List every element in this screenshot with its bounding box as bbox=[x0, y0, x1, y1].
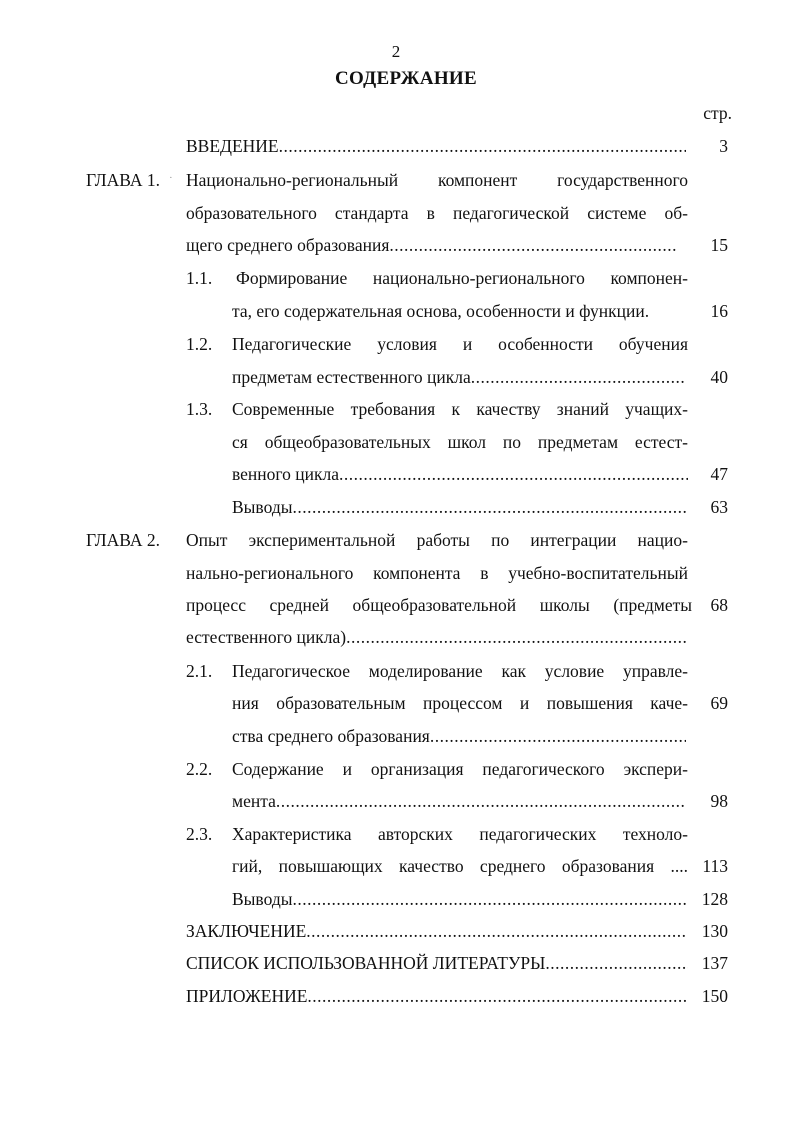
dot-leader bbox=[279, 135, 686, 157]
dot-leader bbox=[306, 920, 686, 942]
chapter-title-line: образовательного стандарта в педагогической системе об- bbox=[186, 203, 688, 223]
section-number: 1.3. bbox=[186, 399, 213, 419]
dot-leader bbox=[339, 463, 688, 485]
section-number: 2.3. bbox=[186, 824, 213, 844]
toc-entry-label: Выводы bbox=[232, 889, 293, 909]
section-title-line bbox=[232, 366, 686, 388]
section-title-line: Формирование национально-регионального компонен- bbox=[236, 268, 688, 288]
toc-entry-page: 130 bbox=[701, 921, 728, 941]
dot-leader bbox=[545, 952, 688, 974]
chapter-title-line bbox=[186, 626, 688, 648]
toc-entry-page: 98 bbox=[710, 791, 728, 811]
toc-entry-conclusion bbox=[186, 920, 686, 942]
dot-leader bbox=[292, 888, 688, 910]
dot-leader bbox=[292, 496, 688, 518]
toc-entry-page: 3 bbox=[719, 136, 728, 156]
chapter-title-line: нально-регионального компонента в учебно-воспитательный bbox=[186, 563, 688, 583]
section-title-text: венного цикла bbox=[232, 464, 340, 484]
toc-entry-page: 113 bbox=[702, 856, 728, 876]
toc-entry-appendix bbox=[186, 985, 686, 1007]
scan-speck: · bbox=[169, 172, 173, 184]
toc-entry-conclusions bbox=[232, 496, 688, 518]
toc-entry-intro bbox=[186, 135, 686, 157]
toc-entry-page: 47 bbox=[710, 464, 728, 484]
toc-entry-label: СПИСОК ИСПОЛЬЗОВАННОЙ ЛИТЕРАТУРЫ bbox=[186, 953, 546, 973]
chapter-title-line: Национально-региональный компонент государственного bbox=[186, 170, 688, 190]
dot-leader bbox=[471, 366, 686, 388]
toc-entry-label: ВВЕДЕНИЕ bbox=[186, 136, 279, 156]
page-title: СОДЕРЖАНИЕ bbox=[335, 68, 477, 89]
toc-entry-page: 16 bbox=[710, 301, 728, 321]
dot-leader bbox=[307, 985, 686, 1007]
section-title-line: Педагогические условия и особенности обучения bbox=[232, 334, 688, 354]
toc-entry-page: 15 bbox=[710, 235, 728, 255]
chapter-label: ГЛАВА 2. bbox=[86, 530, 161, 550]
toc-entry-page: 150 bbox=[701, 986, 728, 1006]
section-title-line: Современные требования к качеству знаний учащих- bbox=[232, 399, 688, 419]
section-title-text: предметам естественного цикла bbox=[232, 367, 471, 387]
toc-entry-page: 69 bbox=[710, 693, 728, 713]
section-title-line: Содержание и организация педагогического экспери- bbox=[232, 759, 688, 779]
section-title-line bbox=[232, 463, 688, 485]
toc-entry-label: ЗАКЛЮЧЕНИЕ bbox=[186, 921, 307, 941]
section-title-line: та, его содержательная основа, особенности и функции. bbox=[232, 301, 650, 321]
section-title-line bbox=[232, 725, 686, 747]
toc-entry-conclusions bbox=[232, 888, 688, 910]
section-number: 2.2. bbox=[186, 759, 213, 779]
chapter-title-line bbox=[186, 234, 678, 256]
page-column-header: стр. bbox=[703, 103, 732, 123]
toc-entry-page: 68 bbox=[710, 595, 728, 615]
section-title-line: Характеристика авторских педагогических техноло- bbox=[232, 824, 688, 844]
chapter-title-text: естественного цикла) bbox=[186, 627, 347, 647]
section-title-line bbox=[232, 790, 686, 812]
dot-leader bbox=[430, 725, 686, 747]
section-number: 2.1. bbox=[186, 661, 213, 681]
dot-leader bbox=[276, 790, 686, 812]
toc-entry-page: 40 bbox=[710, 367, 728, 387]
toc-entry-label: Выводы bbox=[232, 497, 293, 517]
chapter-title-line: Опыт экспериментальной работы по интеграции нацио- bbox=[186, 530, 688, 550]
section-title-line: гий, повышающих качество среднего образования .... bbox=[232, 856, 688, 876]
section-number: 1.1. bbox=[186, 268, 213, 288]
chapter-title-text: щего среднего образования bbox=[186, 235, 390, 255]
dot-leader bbox=[389, 234, 678, 256]
toc-entry-references bbox=[186, 952, 688, 974]
section-number: 1.2. bbox=[186, 334, 213, 354]
section-title-line: ния образовательным процессом и повышения каче- bbox=[232, 693, 688, 713]
toc-entry-page: 128 bbox=[701, 889, 728, 909]
section-title-line: ся общеобразовательных школ по предметам естест- bbox=[232, 432, 688, 452]
section-title-text: ства среднего образования bbox=[232, 726, 430, 746]
toc-entry-page: 137 bbox=[701, 953, 728, 973]
chapter-title-line: процесс средней общеобразовательной школы (предметы bbox=[186, 595, 692, 615]
toc-entry-page: 63 bbox=[710, 497, 728, 517]
section-title-line: Педагогическое моделирование как условие управле- bbox=[232, 661, 688, 681]
dot-leader bbox=[346, 626, 688, 648]
section-title-text: мента bbox=[232, 791, 276, 811]
page-number: 2 bbox=[391, 42, 401, 61]
toc-entry-label: ПРИЛОЖЕНИЕ bbox=[186, 986, 308, 1006]
chapter-label: ГЛАВА 1. bbox=[86, 170, 161, 190]
